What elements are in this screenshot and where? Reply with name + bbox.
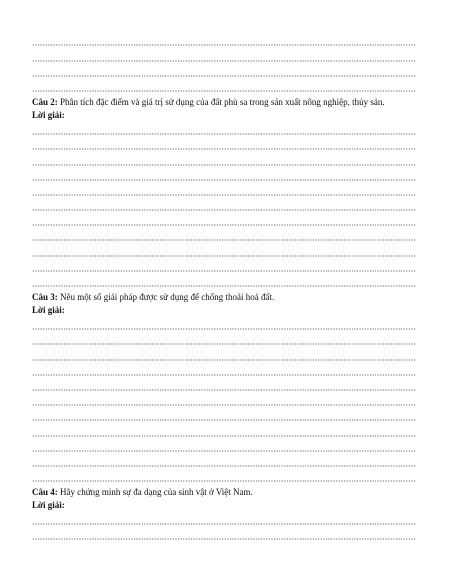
answer-line	[32, 511, 416, 526]
answer-line	[32, 121, 416, 136]
question-text: Nêu một số giải pháp được sử dụng để chống thoái hoá đất.	[57, 291, 275, 302]
question-number: Câu 2:	[32, 96, 58, 107]
answer-line	[32, 453, 416, 468]
answer-line	[32, 78, 416, 93]
answer-line	[32, 331, 416, 346]
worksheet	[32, 32, 416, 541]
answer-line	[32, 526, 416, 541]
answer-line	[32, 407, 416, 422]
question-3	[32, 291, 416, 303]
question-4	[32, 486, 416, 498]
answer-label: Lời giải:	[32, 499, 65, 510]
answer-line	[32, 437, 416, 452]
answer-line	[32, 47, 416, 62]
answer-line	[32, 316, 416, 331]
question-2	[32, 96, 416, 108]
answer-line	[32, 468, 416, 483]
answer-line	[32, 392, 416, 407]
answer-label: Lời giải:	[32, 109, 65, 120]
question-number: Câu 4:	[32, 486, 58, 497]
answer-line	[32, 257, 416, 272]
answer-line	[32, 273, 416, 288]
answer-line	[32, 242, 416, 257]
answer-line	[32, 32, 416, 47]
answer-line	[32, 62, 416, 77]
answer-label: Lời giải:	[32, 304, 65, 315]
answer-line	[32, 136, 416, 151]
answer-line	[32, 212, 416, 227]
answer-line	[32, 197, 416, 212]
answer-line	[32, 166, 416, 181]
question-text: Hãy chứng minh sự đa dạng của sinh vật ở Việt Nam.	[57, 486, 253, 497]
answer-line	[32, 422, 416, 437]
answer-line	[32, 151, 416, 166]
answer-line	[32, 346, 416, 361]
question-number: Câu 3:	[32, 291, 58, 302]
answer-line	[32, 361, 416, 376]
answer-line	[32, 227, 416, 242]
answer-line	[32, 377, 416, 392]
answer-line	[32, 182, 416, 197]
question-text: Phân tích đặc điểm và giá trị sử dụng của đất phù sa trong sản xuất nông nghiệp, thủy sản.	[57, 96, 385, 107]
